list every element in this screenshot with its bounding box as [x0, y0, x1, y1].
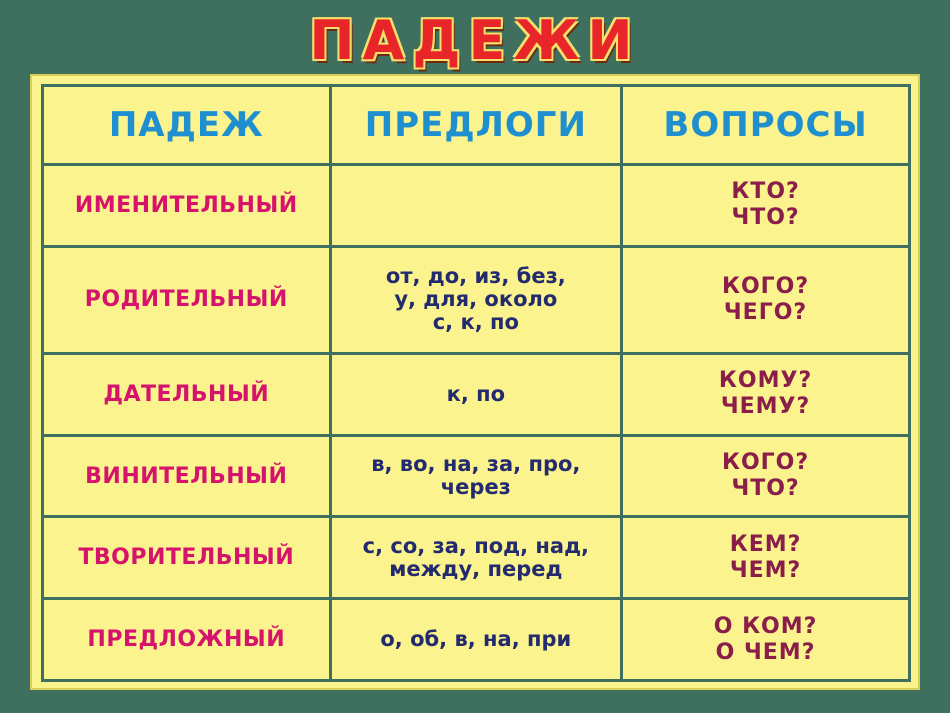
table-row: [43, 599, 910, 681]
case-name: ПРЕДЛОЖНЫЙ: [43, 599, 331, 681]
case-name: РОДИТЕЛЬНЫЙ: [43, 246, 331, 353]
preposition-line: к, по: [446, 381, 506, 406]
prepositions-cell: [330, 165, 622, 247]
case-name: ДАТЕЛЬНЫЙ: [43, 353, 331, 435]
question: ЧТО?: [731, 205, 800, 231]
question: КОГО?: [721, 450, 810, 476]
header-case: ПАДЕЖ: [43, 86, 331, 165]
case-name: ТВОРИТЕЛЬНЫЙ: [43, 517, 331, 599]
questions-cell: [622, 599, 910, 681]
prepositions-cell: [330, 246, 622, 353]
header-prepositions: ПРЕДЛОГИ: [330, 86, 622, 165]
question: КТО?: [731, 179, 800, 205]
prepositions-cell: [330, 435, 622, 517]
table-row: [43, 517, 910, 599]
preposition-line: через: [440, 475, 511, 500]
case-name: ИМЕНИТЕЛЬНЫЙ: [43, 165, 331, 247]
question: КОГО?: [721, 273, 810, 299]
questions-cell: [622, 435, 910, 517]
preposition-line: с, к, по: [432, 310, 519, 335]
preposition-line: о, об, в, на, при: [380, 627, 572, 652]
preposition-line: у, для, около: [394, 287, 558, 312]
question: О ЧЕМ?: [715, 639, 816, 665]
prepositions-cell: [330, 517, 622, 599]
question: О КОМ?: [713, 613, 818, 639]
question: ЧТО?: [731, 476, 800, 502]
table-row: [43, 246, 910, 353]
preposition-line: между, перед: [389, 556, 563, 581]
case-name: ВИНИТЕЛЬНЫЙ: [43, 435, 331, 517]
cases-table: [41, 84, 911, 682]
cases-board: [30, 74, 920, 690]
prepositions-cell: [330, 599, 622, 681]
question: ЧЕГО?: [723, 299, 808, 325]
question: ЧЕМ?: [729, 557, 802, 583]
questions-cell: [622, 246, 910, 353]
question: ЧЕМУ?: [720, 394, 811, 420]
page-title: ПАДЕЖИ: [309, 9, 641, 72]
table-row: [43, 435, 910, 517]
table-row: [43, 353, 910, 435]
table-header-row: [43, 86, 910, 165]
question: КЕМ?: [729, 531, 802, 557]
questions-cell: [622, 353, 910, 435]
prepositions-cell: [330, 353, 622, 435]
preposition-line: с, со, за, под, над,: [362, 533, 590, 558]
table-row: [43, 165, 910, 247]
preposition-line: в, во, на, за, про,: [371, 452, 581, 477]
questions-cell: [622, 165, 910, 247]
preposition-line: от, до, из, без,: [385, 264, 566, 289]
question: КОМУ?: [718, 368, 813, 394]
questions-cell: [622, 517, 910, 599]
header-questions: ВОПРОСЫ: [622, 86, 910, 165]
